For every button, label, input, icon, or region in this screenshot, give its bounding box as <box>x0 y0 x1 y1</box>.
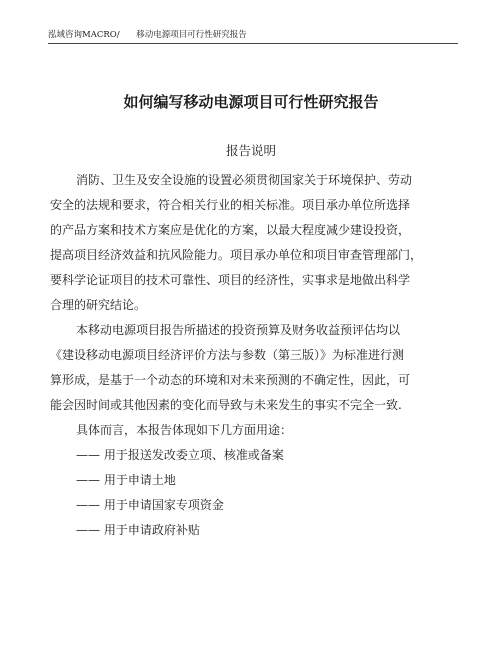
purpose-item: —— 用于申请政府补贴 <box>76 523 200 537</box>
paragraph-line: 合理的研究结论。 <box>50 298 147 312</box>
purpose-intro: 具体而言，本报告体现如下几方面用途： <box>76 423 293 437</box>
header-document-title: 移动电源项目可行性研究报告 <box>136 30 247 40</box>
paragraph-line: 消防、卫生及安全设施的设置必须贯彻国家关于环境保护、劳动 <box>76 173 413 187</box>
paragraph-line: 提高项目经济效益和抗风险能力。项目承办单位和项目审查管理部门， <box>50 248 423 262</box>
paragraph-line: 安全的法规和要求，符合相关行业的相关标准。项目承办单位所选择 <box>50 198 411 212</box>
paragraph-line: 算形成，是基于一个动态的环境和对未来预测的不确定性，因此，可 <box>50 373 411 387</box>
paragraph-line: 本移动电源项目报告所描述的投资预算及财务收益预评估均以 <box>76 323 401 337</box>
running-header <box>48 29 458 44</box>
purpose-item: —— 用于申请土地 <box>76 473 176 487</box>
paragraph-line: 要科学论证项目的技术可靠性、项目的经济性，实事求是地做出科学 <box>50 273 411 287</box>
paragraph-line: 能会因时间或其他因素的变化而导致与未来发生的事实不完全一致. <box>50 398 402 412</box>
purpose-item: —— 用于申请国家专项资金 <box>76 498 224 512</box>
header-organization: 泓域咨询MACRO/ <box>48 30 120 40</box>
document-title: 如何编写移动电源项目可行性研究报告 <box>123 93 379 111</box>
paragraph-line: 的产品方案和技术方案应是优化的方案，以最大程度减少建设投资， <box>50 223 411 237</box>
paragraph-line: 《建设移动电源项目经济评价方法与参数（第三版）》为标准进行测 <box>50 348 405 362</box>
purpose-item: —— 用于报送发改委立项、核准或备案 <box>76 448 284 462</box>
section-title: 报告说明 <box>225 143 276 158</box>
